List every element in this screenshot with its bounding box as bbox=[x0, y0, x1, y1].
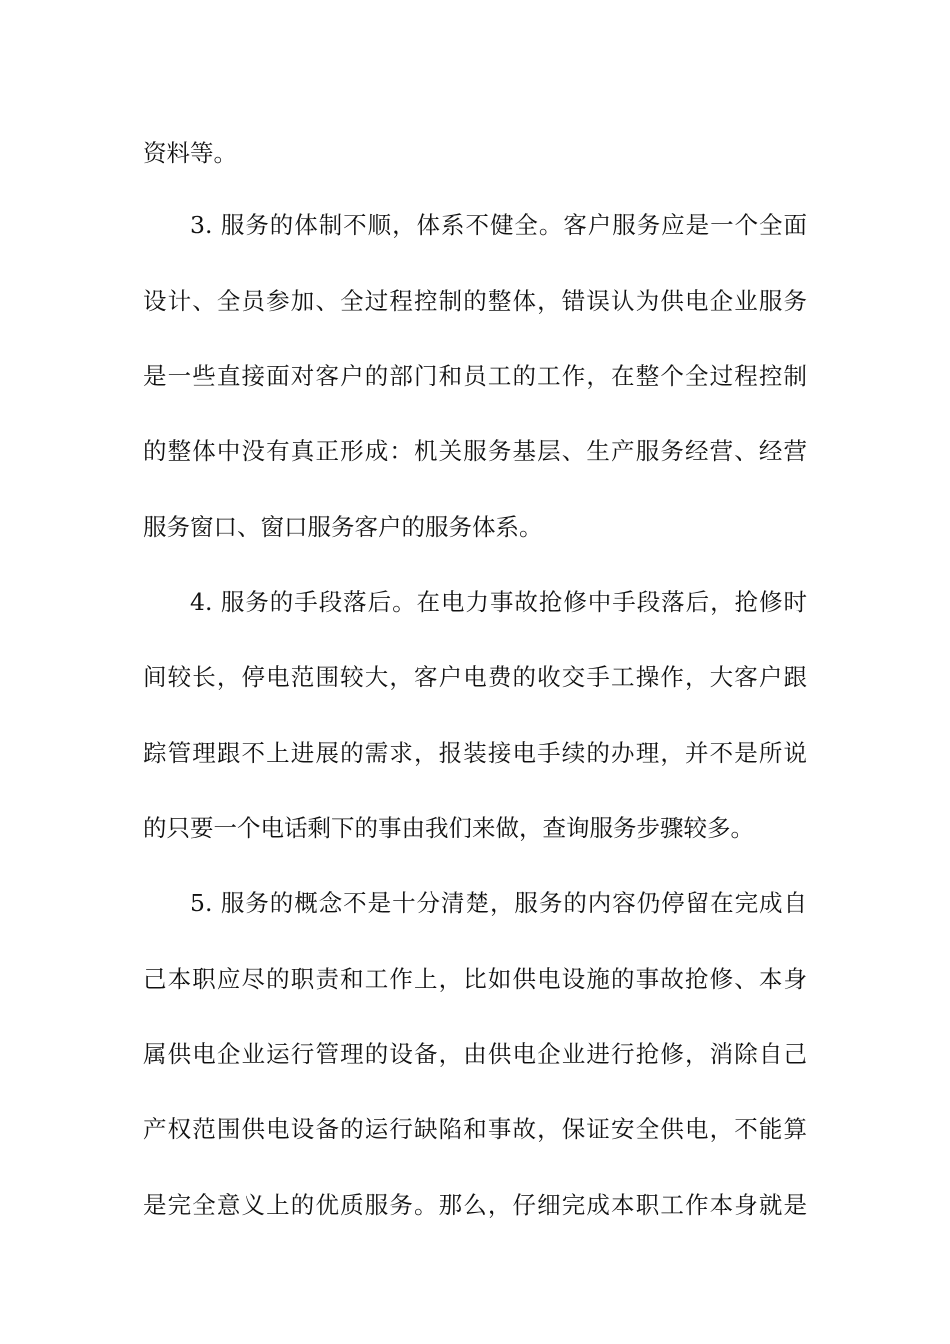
text-line-14: 产权范围供电设备的运行缺陷和事故，保证安全供电，不能算 bbox=[143, 1115, 807, 1143]
text-line-9: 踪管理跟不上进展的需求，报装接电手续的办理，并不是所说 bbox=[143, 739, 807, 767]
text-line-6: 服务窗口、窗口服务客户的服务体系。 bbox=[143, 513, 543, 541]
text-line-12: 己本职应尽的职责和工作上，比如供电设施的事故抢修、本身 bbox=[143, 965, 807, 993]
text-line-3: 设计、全员参加、全过程控制的整体，错误认为供电企业服务 bbox=[143, 287, 807, 315]
text-line-13: 属供电企业运行管理的设备，由供电企业进行抢修，消除自己 bbox=[143, 1040, 807, 1068]
text-line-10: 的只要一个电话剩下的事由我们来做，查询服务步骤较多。 bbox=[143, 814, 754, 842]
text-line-4: 是一些直接面对客户的部门和员工的工作，在整个全过程控制 bbox=[143, 362, 807, 390]
text-line-7: 4. 服务的手段落后。在电力事故抢修中手段落后，抢修时 bbox=[190, 588, 807, 616]
text-line-5: 的整体中没有真正形成：机关服务基层、生产服务经营、经营 bbox=[143, 437, 807, 465]
text-line-8: 间较长，停电范围较大，客户电费的收交手工操作，大客户跟 bbox=[143, 663, 807, 691]
text-line-11: 5. 服务的概念不是十分清楚，服务的内容仍停留在完成自 bbox=[190, 889, 807, 917]
text-line-15: 是完全意义上的优质服务。那么，仔细完成本职工作本身就是 bbox=[143, 1191, 807, 1219]
text-line-1: 资料等。 bbox=[143, 139, 237, 167]
text-line-2: 3. 服务的体制不顺，体系不健全。客户服务应是一个全面 bbox=[190, 211, 807, 239]
